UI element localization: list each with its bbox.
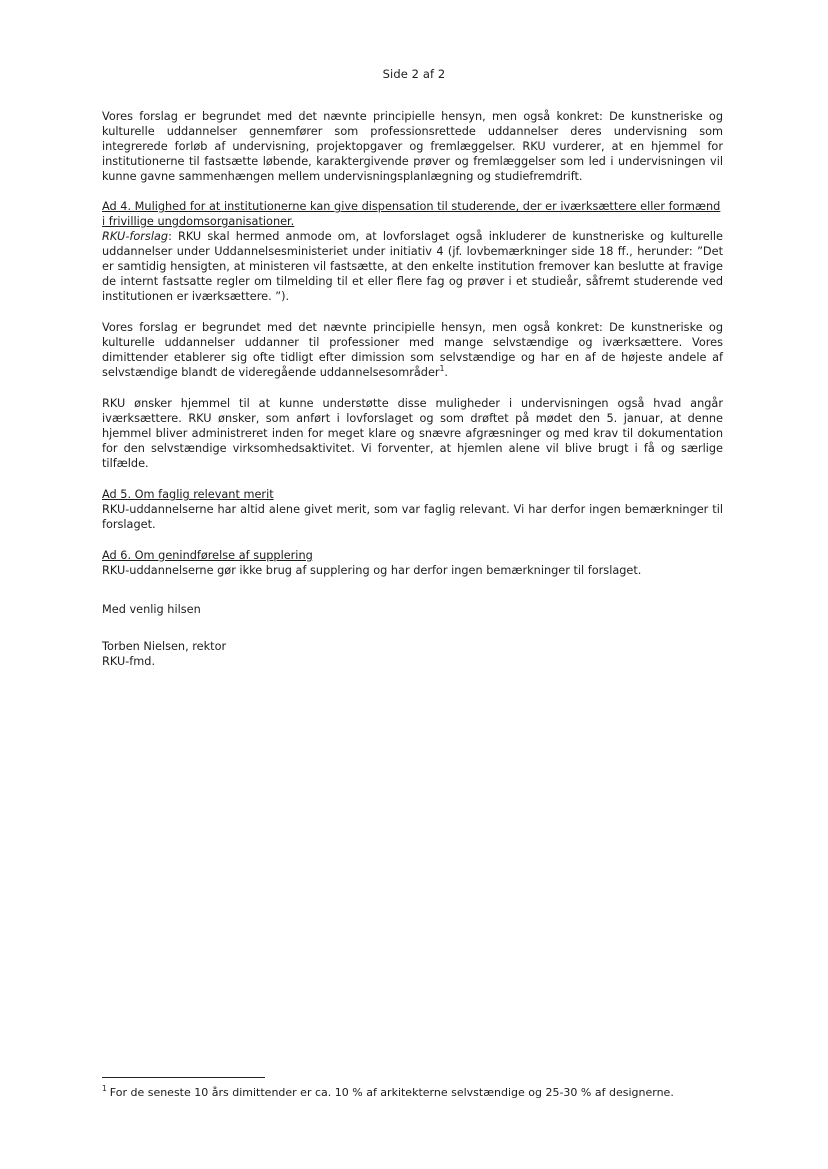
proposal-lead: RKU-forslag [102,230,169,243]
signature-name: Torben Nielsen, rektor [102,640,227,653]
paragraph-rku-proposal [102,229,723,304]
paragraph-rationale-exams: Vores forslag er begrundet med det nævnte principielle hensyn, men også konkret: De kunstneriske og kulturelle uddannelser gennemfører som professionsrettede uddannelser deres undervisning som integrerede forløb af undervisning, projektopgaver og fremlæggelser. RKU vurderer, at en hjemmel for institutionerne til fastsætte løbende, karaktergivende prøver og fremlæggelser som led i undervisningen vil kunne gavne sammenhængen mellem undervisningsplanlægning og studiefremdrift. [102,110,723,183]
footnote-mark: 1 [102,1084,107,1094]
section-heading-ad4: Ad 4. Mulighed for at institutionerne kan give dispensation til studerende, der er iværksættere eller formænd i frivillige ungdomsorganisationer. [102,200,721,228]
footnote-divider [102,1077,265,1078]
footnote-reference: 1 [439,364,445,374]
signature-organization: RKU-fmd. [102,655,156,668]
closing-greeting: Med venlig hilsen [102,603,201,616]
page-number: Side 2 af 2 [382,67,446,81]
rationale-text: Vores forslag er begrundet med det nævnte principielle hensyn, men også konkret: De kunstneriske og kulturelle uddannelser uddanner til professioner med mange selvstændige og iværksættere. Vores dimittender etablerer sig ofte tidligt efter dimission som selvstændige og har en af de højeste andele af selvstændige blandt de videregående uddannelsesområder [102,321,723,379]
rationale-end: . [444,366,448,379]
footnote [102,1086,742,1100]
section-ad4 [102,199,723,304]
section-heading-ad6: Ad 6. Om genindførelse af supplering [102,549,313,562]
letter-body [102,109,723,669]
paragraph-rationale-entrepreneurs [102,320,723,380]
section-ad5 [102,487,723,532]
section-ad6 [102,548,723,578]
proposal-text: : RKU skal hermed anmode om, at lovforslaget også inkluderer de kunstneriske og kulturelle uddannelser under Uddannelsesministeriet under initiativ 4 (jf. lovbemærkninger side 18 ff., herunder: ”Det er samtidig hensigten, at ministeren vil fastsætte, at den enkelte institution fremover kan beslutte at fravige de internt fastsatte regler om tilmelding til et eller flere fag og prøver i et studieår, såfremt studerende ved institutionen er iværksættere. ”). [102,230,723,303]
section-heading-ad5: Ad 5. Om faglig relevant merit [102,488,274,501]
paragraph-supplering: RKU-uddannelserne gør ikke brug af supplering og har derfor ingen bemærkninger til forslaget. [102,564,642,577]
paragraph-hjemmel: RKU ønsker hjemmel til at kunne understøtte disse muligheder i undervisningen også hvad angår iværksættere. RKU ønsker, som anført i lovforslaget og som drøftet på mødet den 5. januar, at denne hjemmel bliver administreret inden for meget klare og snævre afgræsninger og med krav til dokumentation for den selvstændige virksomhedsaktivitet. Vi forventer, at hjemlen alene vil blive brugt i få og særlige tilfælde. [102,397,723,470]
paragraph-merit: RKU-uddannelserne har altid alene givet merit, som var faglig relevant. Vi har derfor ingen bemærkninger til forslaget. [102,503,723,531]
footnote-text: For de seneste 10 års dimittender er ca. 10 % af arkitekterne selvstændige og 25-30 % af designerne. [109,1086,674,1099]
signature-block [102,639,723,669]
